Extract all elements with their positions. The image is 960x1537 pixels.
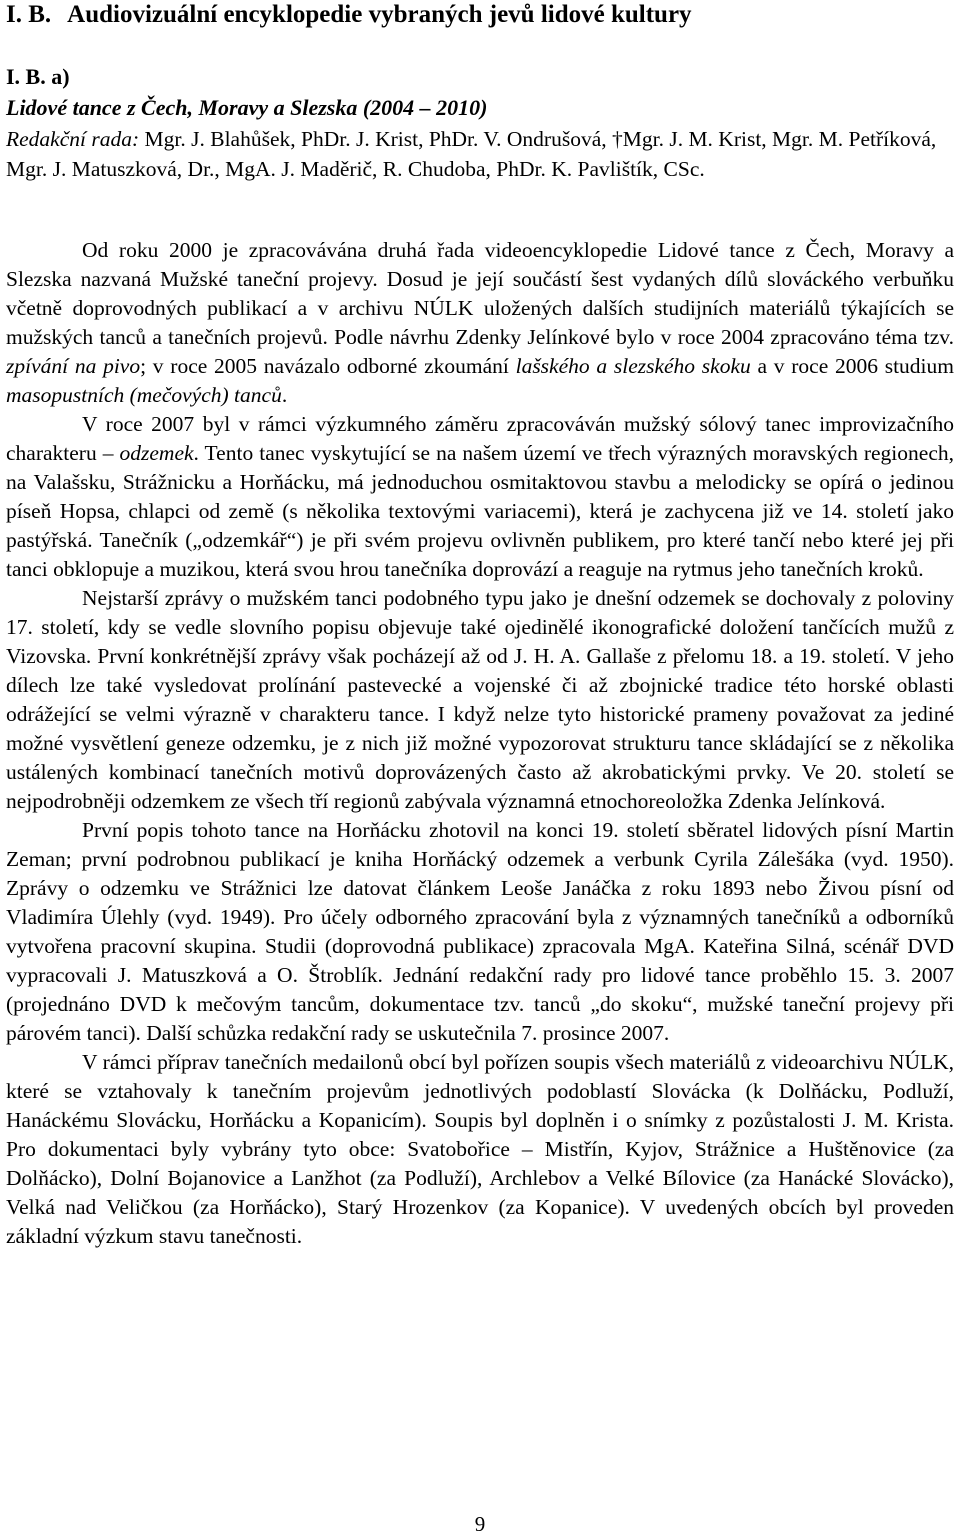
chapter-title: Audiovizuální encyklopedie vybraných jevů lidové kultury bbox=[67, 1, 692, 28]
editorial-board bbox=[6, 124, 952, 184]
paragraph-3: Nejstarší zprávy o mužském tanci podobného typu jako je dnešní odzemek se dochovaly z poloviny 17. století, kdy se vedle slovního popisu objevuje také ojedinělé ikonografické doložení tančících mužů z Vizovska. První konkrétnější zprávy však pocházejí až od J. H. A. Gallaše z přelomu 18. a 19. století. V jeho dílech lze také vysledovat prolínání pastevecké a vojenské či až zbojnické tradice této horské oblasti odrážející se velmi výrazně v charakteru tance. I když nelze tyto historické prameny považovat za jediné možné vysvětlení geneze odzemku, je z nich již možné vypozorovat strukturu tance skládající se z několika ustálených kombinací tanečních motivů doprovázených často až akrobatickými prvky. Ve 20. století se nejpodrobněji odzemkem ze všech tří regionů zabývala významná etnochoreoložka Zdenka Jelínková. bbox=[6, 586, 954, 813]
section-subtitle: Lidové tance z Čech, Moravy a Slezska (2004 – 2010) bbox=[6, 95, 488, 120]
paragraph-2-italic-1: odzemek bbox=[119, 441, 194, 465]
paragraph-1-italic-2: lašského a slezského skoku bbox=[515, 354, 751, 378]
paragraph-2-text-a: V roce 2007 byl v rámci výzkumného záměru zpracováván mužský sólový tanec improvizačního charakteru – bbox=[6, 412, 954, 465]
paragraph-2-text-b: . Tento tanec vyskytující se na našem území ve třech výrazných moravských regionech, na Valašsku, Strážnicku a Horňácku, má jednoduchou osmitaktovou stavbu a melodicky se opírá o jedinou píseň Hopsa, chlapci od země (s několika textovými variacemi), která je zachycena již ve 14. století jako pastýřská. Tanečník („odzemkář“) je při svém projevu ovlivněn publikem, pro které tančí nebo které jej při tanci obklopuje a muzikou, která svou hrou tanečníka doprovází a reaguje na rytmus jeho tanečních kroků. bbox=[6, 441, 954, 581]
paragraph-1-italic-3: masopustních (mečových) tanců bbox=[6, 383, 282, 407]
paragraph-1 bbox=[6, 236, 954, 410]
page-number: 9 bbox=[474, 1512, 486, 1536]
paragraph-1-text-b: ; v roce 2005 navázalo odborné zkoumání bbox=[140, 354, 516, 378]
paragraph-1-text-a: Od roku 2000 je zpracovávána druhá řada videoencyklopedie Lidové tance z Čech, Moravy a Slezska nazvaná Mužské taneční projevy. Dosud je její součástí šest vydaných dílů slováckého verbuňku včetně doprovodných publikací a v archivu NÚLK uložených dalších studijních materiálů týkajících se mužských tanců a tanečních projevů. Podle návrhu Zdenky Jelínkové bylo v roce 2004 zpracováno téma tzv. bbox=[6, 238, 954, 349]
paragraph-2 bbox=[6, 410, 954, 584]
section-label: I. B. a) bbox=[6, 64, 70, 89]
editorial-board-names: Mgr. J. Blahůšek, PhDr. J. Krist, PhDr. V. Ondrušová, †Mgr. J. M. Krist, Mgr. M. Petříková, Mgr. J. Matuszková, Dr., MgA. J. Maděrič, R. Chudoba, PhDr. K. Pavlištík, CSc. bbox=[6, 127, 937, 181]
paragraph-1-italic-1: zpívání na pivo bbox=[6, 354, 141, 378]
paragraph-1-text-c: a v roce 2006 studium bbox=[750, 354, 954, 378]
paragraph-4: První popis tohoto tance na Horňácku zhotovil na konci 19. století sběratel lidových písní Martin Zeman; první podrobnou publikací je kniha Horňácký odzemek a verbunk Cyrila Zálešáka (vyd. 1950). Zprávy o odzemku ve Strážnici lze datovat článkem Leoše Janáčka z roku 1893 nebo Živou písní od Vladimíra Úlehly (vyd. 1949). Pro účely odborného zpracování byla z významných tanečníků a odborníků vytvořena pracovní skupina. Studii (doprovodná publikace) zpracovala MgA. Kateřina Silná, scénář DVD vypracovali J. Matuszková a O. Štroblík. Jednání redakční rady pro lidové tance proběhlo 15. 3. 2007 (projednáno DVD k mečovým tancům, dokumentace tzv. tanců „do skoku“, mužské taneční projevy při párovém tanci). Další schůzka redakční rady se uskutečnila 7. prosince 2007. bbox=[6, 818, 954, 1045]
body-text bbox=[6, 236, 954, 1251]
editorial-board-label: Redakční rada: bbox=[6, 127, 140, 151]
paragraph-5: V rámci příprav tanečních medailonů obcí byl pořízen soupis všech materiálů z videoarchivu NÚLK, které se vztahovaly k tanečním projevům jednotlivých podoblastí Slovácka (k Dolňácku, Podluží, Hanáckému Slovácku, Horňácku a Kopanicím). Soupis byl doplněn i o snímky z pozůstalosti J. M. Krista. Pro dokumentaci byly vybrány tyto obce: Svatobořice – Mistřín, Kyjov, Strážnice a Huštěnovice (za Dolňácko), Dolní Bojanovice a Lanžhot (za Podluží), Archlebov a Velké Bílovice (za Hanácké Slovácko), Velká nad Veličkou (za Horňácko), Starý Hrozenkov (za Kopanice). V uvedených obcích byl proveden základní výzkum stavu tanečnosti. bbox=[6, 1050, 954, 1248]
chapter-number: I. B. bbox=[6, 1, 52, 28]
paragraph-1-text-d: . bbox=[281, 383, 288, 407]
chapter-heading bbox=[6, 0, 692, 32]
